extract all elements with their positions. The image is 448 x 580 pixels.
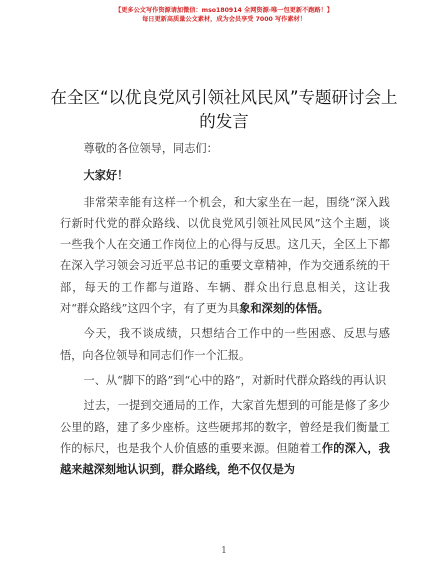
- paragraph-1-bold: 象和深刻的体悟。: [239, 302, 329, 316]
- promo-banner-line-1: 【更多公文写作资源请加微信：mso180914 全网资源·唯一包更新不跑路！】: [115, 7, 333, 14]
- document-title: 在全区“以优良党风引领社风民风”专题研讨会上的发言: [50, 88, 398, 131]
- paragraph-3-text: 过去，一提到交通局的工作，大家首先想到的可能是修了多少公里的路，建了多少座桥。这些硬邦邦的数字，曾经是我们衡量工作的标尺，也是我个人价值感的重要来源。但随着工: [60, 399, 390, 455]
- salutation: 大家好！: [83, 169, 129, 183]
- paragraph-3-bold: 作的深入，我越来越深刻地认识到，群众路线，绝不仅仅是为: [60, 441, 390, 477]
- document-body: [60, 138, 390, 484]
- paragraph-1: [60, 192, 390, 320]
- page-number: 1: [221, 546, 227, 556]
- promo-banner-line-2: 每日更新高质量公文素材，成为会员享受 7000 写作素材！: [142, 16, 306, 23]
- greeting: 尊敬的各位领导，同志们：: [83, 142, 218, 155]
- section-heading-1: 一、从“脚下的路”到“心中的路”，对新时代群众路线的再认识: [83, 373, 387, 387]
- paragraph-3: [60, 395, 390, 480]
- promo-banner: [0, 6, 448, 24]
- paragraph-1-text: 非常荣幸能有这样一个机会，和大家坐在一起，围绕“深入践行新时代党的群众路线、以优良党风引领社风民风”这个主题，谈一些我个人在交通工作岗位上的心得与反思。这几天，全区上下都在深入学习领会习近平总书记的重要文章精神，作为交通系统的干部，每天的工作都与道路、车辆、群众出行息息相关，这让我对“群众路线”这四个字，有了更为具: [60, 195, 390, 316]
- paragraph-2: 今天，我不谈成绩，只想结合工作中的一些困惑、反思与感悟，向各位领导和同志们作一个汇报。: [60, 327, 390, 362]
